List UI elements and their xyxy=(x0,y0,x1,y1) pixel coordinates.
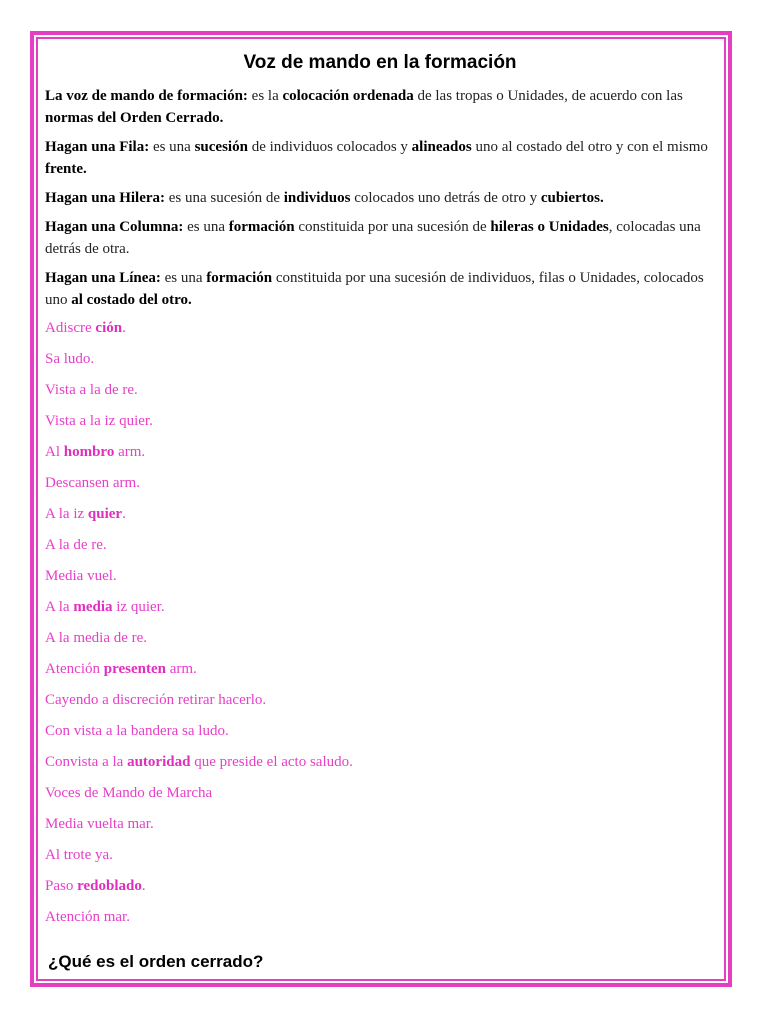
definition-text: es una sucesión de xyxy=(165,190,284,206)
definition-emphasis: colocación ordenada xyxy=(282,88,414,104)
document-body xyxy=(45,50,725,938)
definition-text: es la xyxy=(247,88,283,104)
definition-emphasis: frente. xyxy=(45,161,87,177)
command-item xyxy=(45,721,725,752)
command-text: Al xyxy=(45,444,64,460)
command-item xyxy=(45,628,725,659)
definition-text: de individuos colocados y xyxy=(247,139,412,155)
command-text: . xyxy=(122,320,126,336)
command-item xyxy=(45,504,725,535)
command-text: arm. xyxy=(114,444,146,460)
command-item xyxy=(45,380,725,411)
command-text: A la media de re. xyxy=(45,630,148,646)
definition-text: uno al costado del otro y con el mismo xyxy=(471,139,708,155)
command-text: Atención mar. xyxy=(45,909,130,925)
definition-paragraph xyxy=(45,267,721,311)
command-text: Paso xyxy=(45,878,78,894)
question-heading: ¿Qué es el orden cerrado? xyxy=(48,952,264,971)
definition-term: Hagan una Columna: xyxy=(45,219,184,235)
command-emphasis: media xyxy=(73,599,113,615)
definition-text: es una xyxy=(183,219,229,235)
command-text: Convista a la xyxy=(45,754,128,770)
definition-term: Hagan una Hilera: xyxy=(45,190,166,206)
command-item xyxy=(45,752,725,783)
definition-paragraph xyxy=(45,216,721,260)
definition-term: Hagan una Línea: xyxy=(45,270,161,286)
command-text: Sa ludo. xyxy=(45,351,95,367)
command-item xyxy=(45,349,725,380)
command-emphasis: ción xyxy=(95,320,123,336)
command-text: Voces de Mando de Marcha xyxy=(45,785,213,801)
command-text: arm. xyxy=(165,661,197,677)
command-text: Vista a la de re. xyxy=(45,382,138,398)
command-item xyxy=(45,411,725,442)
definition-paragraph xyxy=(45,187,721,209)
definition-text: constituida por una sucesión de individuos, filas o Unidades, colocados uno xyxy=(45,270,704,308)
definition-emphasis: normas del Orden Cerrado. xyxy=(45,110,224,126)
command-item xyxy=(45,473,725,504)
command-text: A la iz xyxy=(45,506,88,522)
definition-text: colocados uno detrás de otro y xyxy=(350,190,541,206)
command-item xyxy=(45,845,725,876)
definition-emphasis: cubiertos. xyxy=(540,190,604,206)
command-text: que preside el acto saludo. xyxy=(190,754,353,770)
command-text: . xyxy=(141,878,146,894)
definition-paragraph xyxy=(45,85,721,129)
command-text: Cayendo a discreción retirar hacerlo. xyxy=(45,692,267,708)
definition-emphasis: al costado del otro. xyxy=(71,292,192,308)
commands-list xyxy=(45,318,725,938)
definition-text: de las tropas o Unidades, de acuerdo con las xyxy=(413,88,683,104)
command-text: Con vista a la bandera sa ludo. xyxy=(45,723,229,739)
definition-text: , colocadas una detrás de otra. xyxy=(45,219,701,257)
command-emphasis: presenten xyxy=(103,661,166,677)
command-item xyxy=(45,659,725,690)
definition-emphasis: hileras o Unidades xyxy=(490,219,609,235)
command-emphasis: hombro xyxy=(63,444,115,460)
definition-term: La voz de mando de formación: xyxy=(45,88,248,104)
command-item xyxy=(45,535,725,566)
command-item xyxy=(45,814,725,845)
command-text: Vista a la iz quier. xyxy=(45,413,153,429)
definition-paragraph xyxy=(45,136,721,180)
command-item xyxy=(45,690,725,721)
command-item xyxy=(45,907,725,938)
command-item xyxy=(45,442,725,473)
command-emphasis: autoridad xyxy=(127,754,191,770)
command-item xyxy=(45,783,725,814)
command-text: iz quier. xyxy=(112,599,165,615)
definition-emphasis: formación xyxy=(206,270,273,286)
document-title: Voz de mando en la formación xyxy=(243,52,517,73)
definition-emphasis: individuos xyxy=(283,190,351,206)
command-text: Al trote ya. xyxy=(45,847,113,863)
command-text: A la de re. xyxy=(45,537,107,553)
command-text: A la xyxy=(45,599,74,615)
definitions-section xyxy=(45,85,725,311)
command-text: Media vuelta mar. xyxy=(45,816,154,832)
definition-text: es una xyxy=(149,139,195,155)
command-text: Adiscre xyxy=(45,320,96,336)
definition-emphasis: formación xyxy=(228,219,295,235)
command-text: Atención xyxy=(45,661,104,677)
definition-term: Hagan una Fila: xyxy=(45,139,150,155)
definition-emphasis: sucesión xyxy=(194,139,248,155)
command-text: . xyxy=(122,506,126,522)
definition-emphasis: alineados xyxy=(411,139,472,155)
definition-text: es una xyxy=(160,270,207,286)
command-item xyxy=(45,597,725,628)
command-item xyxy=(45,566,725,597)
command-text: Descansen arm. xyxy=(45,475,140,491)
command-text: Media vuel. xyxy=(45,568,117,584)
command-item xyxy=(45,318,725,349)
command-emphasis: redoblado xyxy=(77,878,142,894)
command-item xyxy=(45,876,725,907)
definition-text: constituida por una sucesión de xyxy=(294,219,491,235)
command-emphasis: quier xyxy=(87,506,123,522)
